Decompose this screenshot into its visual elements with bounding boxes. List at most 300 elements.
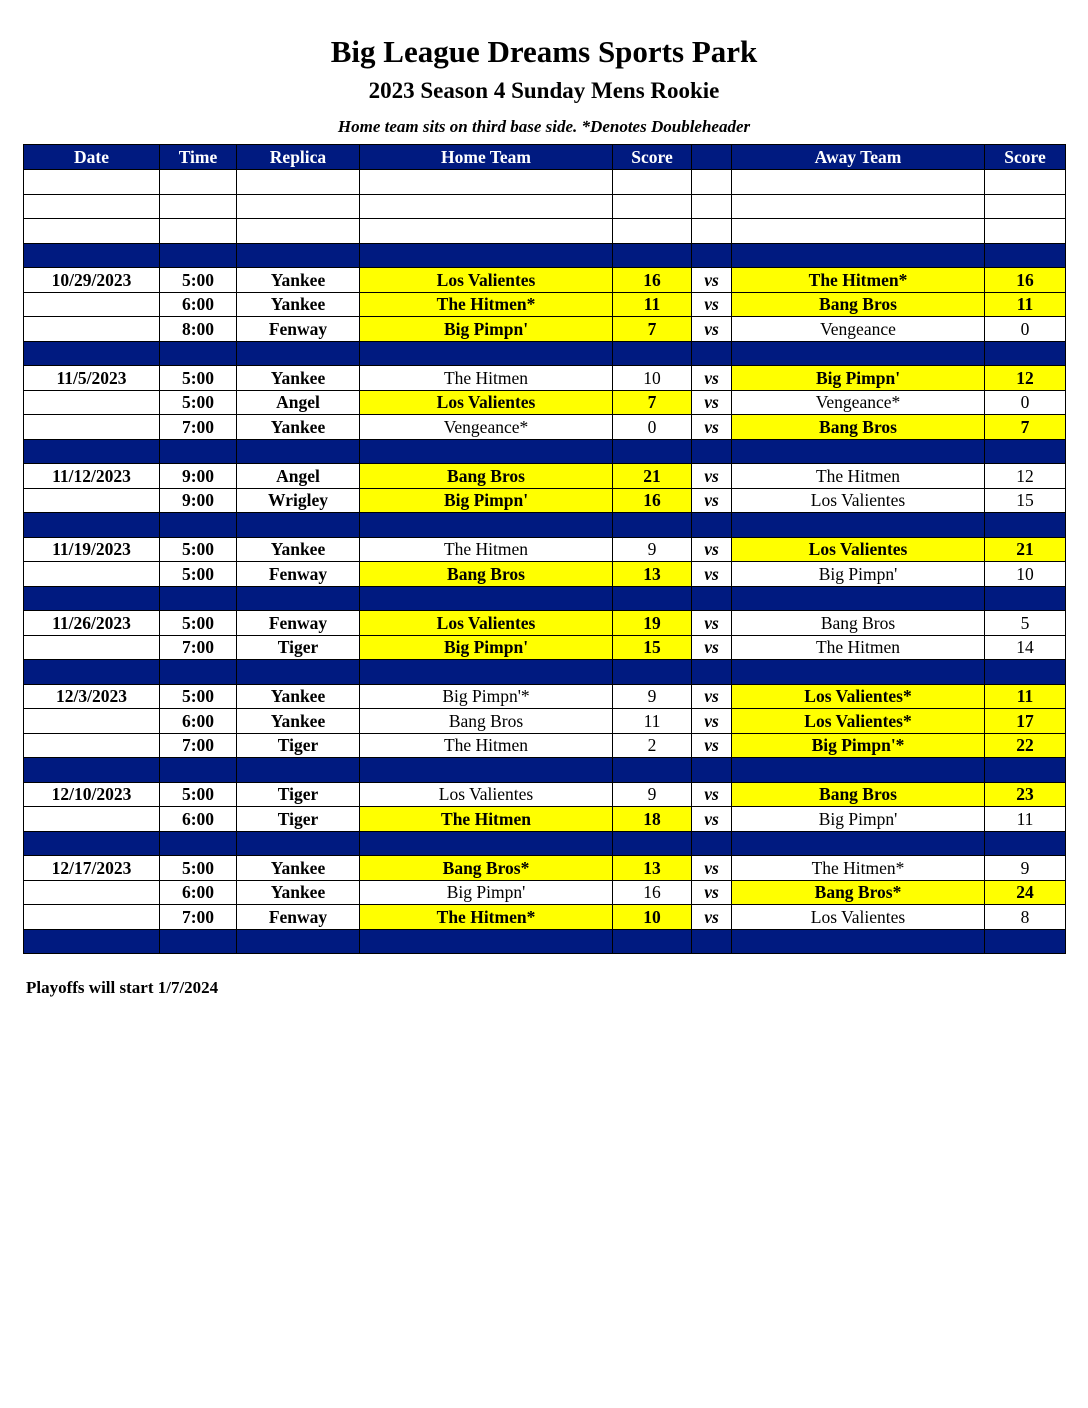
game-row	[24, 464, 1066, 489]
replica-cell: Fenway	[237, 562, 360, 587]
date-cell: 12/3/2023	[24, 684, 160, 709]
replica-cell	[237, 831, 360, 856]
vs-cell: vs	[692, 611, 732, 636]
time-cell: 9:00	[160, 488, 237, 513]
vs-cell	[692, 513, 732, 538]
away-team-cell: The Hitmen	[732, 635, 985, 660]
blank-row	[24, 194, 1066, 219]
vs-cell: vs	[692, 488, 732, 513]
replica-cell: Yankee	[237, 537, 360, 562]
date-cell	[24, 562, 160, 587]
date-cell	[24, 905, 160, 930]
game-row	[24, 635, 1066, 660]
away-team-cell	[732, 341, 985, 366]
away-score-cell	[985, 513, 1066, 538]
replica-cell: Angel	[237, 390, 360, 415]
away-score-cell: 12	[985, 464, 1066, 489]
time-cell	[160, 586, 237, 611]
home-team-cell: The Hitmen	[360, 807, 613, 832]
header-home-team: Home Team	[360, 145, 613, 170]
game-row	[24, 733, 1066, 758]
away-team-cell: The Hitmen*	[732, 856, 985, 881]
replica-cell	[237, 513, 360, 538]
away-team-cell: Bang Bros	[732, 292, 985, 317]
home-score-cell: 7	[613, 317, 692, 342]
game-row	[24, 709, 1066, 734]
time-cell: 5:00	[160, 856, 237, 881]
time-cell	[160, 341, 237, 366]
away-team-cell: Bang Bros	[732, 611, 985, 636]
date-cell	[24, 488, 160, 513]
home-score-cell: 15	[613, 635, 692, 660]
away-score-cell	[985, 831, 1066, 856]
date-cell	[24, 929, 160, 954]
vs-cell: vs	[692, 733, 732, 758]
home-score-cell: 9	[613, 684, 692, 709]
away-score-cell: 21	[985, 537, 1066, 562]
date-cell	[24, 733, 160, 758]
header-row	[24, 145, 1066, 170]
game-row	[24, 856, 1066, 881]
home-score-cell: 7	[613, 390, 692, 415]
date-cell	[24, 807, 160, 832]
replica-cell	[237, 219, 360, 244]
away-team-cell: Los Valientes	[732, 537, 985, 562]
away-score-cell: 16	[985, 268, 1066, 293]
replica-cell	[237, 929, 360, 954]
vs-cell: vs	[692, 317, 732, 342]
game-row	[24, 562, 1066, 587]
separator-row	[24, 758, 1066, 783]
vs-cell	[692, 831, 732, 856]
away-score-cell	[985, 439, 1066, 464]
home-team-cell: Big Pimpn'	[360, 635, 613, 660]
home-team-cell: Bang Bros*	[360, 856, 613, 881]
home-team-cell: The Hitmen	[360, 733, 613, 758]
header-away-score: Score	[985, 145, 1066, 170]
vs-cell	[692, 341, 732, 366]
away-score-cell: 5	[985, 611, 1066, 636]
home-team-cell: Los Valientes	[360, 782, 613, 807]
vs-cell: vs	[692, 537, 732, 562]
page-title: Big League Dreams Sports Park	[330, 34, 758, 69]
replica-cell: Yankee	[237, 415, 360, 440]
away-team-cell: Los Valientes*	[732, 709, 985, 734]
time-cell	[160, 219, 237, 244]
away-score-cell: 9	[985, 856, 1066, 881]
date-cell: 10/29/2023	[24, 268, 160, 293]
away-team-cell: Big Pimpn'*	[732, 733, 985, 758]
home-score-cell: 11	[613, 709, 692, 734]
replica-cell: Yankee	[237, 684, 360, 709]
replica-cell	[237, 194, 360, 219]
away-team-cell	[732, 758, 985, 783]
away-score-cell: 10	[985, 562, 1066, 587]
game-row	[24, 537, 1066, 562]
date-cell	[24, 880, 160, 905]
playoffs-note: Playoffs will start 1/7/2024	[26, 978, 219, 997]
home-team-cell	[360, 513, 613, 538]
vs-cell: vs	[692, 292, 732, 317]
home-team-cell: Vengeance*	[360, 415, 613, 440]
time-cell: 6:00	[160, 292, 237, 317]
date-cell	[24, 243, 160, 268]
separator-row	[24, 831, 1066, 856]
vs-cell: vs	[692, 268, 732, 293]
header-away-team: Away Team	[732, 145, 985, 170]
home-team-cell: Big Pimpn'	[360, 488, 613, 513]
away-team-cell: Los Valientes	[732, 488, 985, 513]
home-score-cell	[613, 831, 692, 856]
away-score-cell	[985, 586, 1066, 611]
date-cell: 11/19/2023	[24, 537, 160, 562]
home-score-cell	[613, 586, 692, 611]
game-row	[24, 905, 1066, 930]
game-row	[24, 782, 1066, 807]
home-team-cell	[360, 341, 613, 366]
replica-cell: Wrigley	[237, 488, 360, 513]
home-team-cell: Los Valientes	[360, 611, 613, 636]
separator-row	[24, 243, 1066, 268]
away-score-cell: 15	[985, 488, 1066, 513]
time-cell: 7:00	[160, 415, 237, 440]
time-cell: 5:00	[160, 684, 237, 709]
home-team-cell	[360, 929, 613, 954]
away-score-cell: 11	[985, 807, 1066, 832]
home-score-cell	[613, 243, 692, 268]
home-team-cell	[360, 831, 613, 856]
date-cell: 11/26/2023	[24, 611, 160, 636]
game-row	[24, 268, 1066, 293]
home-score-cell: 16	[613, 880, 692, 905]
replica-cell: Yankee	[237, 366, 360, 391]
away-score-cell	[985, 660, 1066, 685]
game-row	[24, 488, 1066, 513]
away-team-cell: Los Valientes	[732, 905, 985, 930]
vs-cell	[692, 660, 732, 685]
vs-cell	[692, 194, 732, 219]
game-row	[24, 611, 1066, 636]
date-cell	[24, 415, 160, 440]
time-cell: 6:00	[160, 807, 237, 832]
date-cell: 11/12/2023	[24, 464, 160, 489]
home-team-cell: The Hitmen*	[360, 905, 613, 930]
vs-cell: vs	[692, 415, 732, 440]
replica-cell: Yankee	[237, 268, 360, 293]
game-row	[24, 684, 1066, 709]
away-team-cell	[732, 170, 985, 195]
home-team-cell	[360, 758, 613, 783]
home-team-cell: The Hitmen	[360, 366, 613, 391]
time-cell	[160, 243, 237, 268]
date-cell: 12/10/2023	[24, 782, 160, 807]
vs-cell: vs	[692, 366, 732, 391]
away-team-cell: Vengeance	[732, 317, 985, 342]
game-row	[24, 415, 1066, 440]
time-cell: 5:00	[160, 782, 237, 807]
home-team-cell: Los Valientes	[360, 390, 613, 415]
replica-cell	[237, 758, 360, 783]
replica-cell: Yankee	[237, 292, 360, 317]
home-team-cell	[360, 170, 613, 195]
game-row	[24, 390, 1066, 415]
away-score-cell: 22	[985, 733, 1066, 758]
home-team-cell	[360, 439, 613, 464]
home-team-cell: Big Pimpn'*	[360, 684, 613, 709]
vs-cell	[692, 439, 732, 464]
away-team-cell	[732, 439, 985, 464]
date-cell	[24, 194, 160, 219]
time-cell: 5:00	[160, 366, 237, 391]
away-team-cell: Bang Bros	[732, 415, 985, 440]
replica-cell: Tiger	[237, 807, 360, 832]
home-score-cell: 13	[613, 562, 692, 587]
time-cell	[160, 660, 237, 685]
separator-row	[24, 660, 1066, 685]
home-score-cell: 2	[613, 733, 692, 758]
home-score-cell: 21	[613, 464, 692, 489]
time-cell: 8:00	[160, 317, 237, 342]
replica-cell	[237, 439, 360, 464]
away-team-cell: Bang Bros*	[732, 880, 985, 905]
date-cell	[24, 439, 160, 464]
replica-cell: Fenway	[237, 317, 360, 342]
vs-cell: vs	[692, 880, 732, 905]
game-row	[24, 807, 1066, 832]
vs-cell	[692, 758, 732, 783]
away-team-cell	[732, 660, 985, 685]
away-team-cell: Big Pimpn'	[732, 807, 985, 832]
vs-cell: vs	[692, 684, 732, 709]
away-score-cell	[985, 219, 1066, 244]
header-home-score: Score	[613, 145, 692, 170]
separator-row	[24, 513, 1066, 538]
home-score-cell: 18	[613, 807, 692, 832]
vs-cell: vs	[692, 562, 732, 587]
home-team-cell	[360, 660, 613, 685]
game-row	[24, 880, 1066, 905]
date-cell	[24, 660, 160, 685]
home-score-cell	[613, 660, 692, 685]
away-team-cell: Bang Bros	[732, 782, 985, 807]
home-team-cell	[360, 219, 613, 244]
replica-cell	[237, 586, 360, 611]
home-score-cell: 9	[613, 782, 692, 807]
home-score-cell	[613, 758, 692, 783]
home-team-cell	[360, 586, 613, 611]
away-score-cell: 23	[985, 782, 1066, 807]
time-cell: 5:00	[160, 537, 237, 562]
away-score-cell: 12	[985, 366, 1066, 391]
away-team-cell	[732, 513, 985, 538]
away-team-cell: The Hitmen	[732, 464, 985, 489]
away-score-cell	[985, 170, 1066, 195]
separator-row	[24, 586, 1066, 611]
home-score-cell	[613, 439, 692, 464]
separator-row	[24, 341, 1066, 366]
doubleheader-note: Home team sits on third base side. *Denotes Doubleheader	[337, 117, 751, 136]
header-time: Time	[160, 145, 237, 170]
separator-row	[24, 439, 1066, 464]
blank-row	[24, 170, 1066, 195]
header-date: Date	[24, 145, 160, 170]
away-score-cell	[985, 758, 1066, 783]
away-team-cell: Los Valientes*	[732, 684, 985, 709]
away-team-cell: The Hitmen*	[732, 268, 985, 293]
time-cell	[160, 439, 237, 464]
away-score-cell: 14	[985, 635, 1066, 660]
home-team-cell	[360, 243, 613, 268]
vs-cell: vs	[692, 464, 732, 489]
date-cell	[24, 341, 160, 366]
home-score-cell: 16	[613, 488, 692, 513]
home-score-cell: 9	[613, 537, 692, 562]
home-score-cell	[613, 194, 692, 219]
home-score-cell: 0	[613, 415, 692, 440]
time-cell	[160, 929, 237, 954]
home-team-cell: Bang Bros	[360, 562, 613, 587]
away-score-cell: 17	[985, 709, 1066, 734]
away-score-cell: 24	[985, 880, 1066, 905]
vs-cell: vs	[692, 782, 732, 807]
replica-cell: Yankee	[237, 856, 360, 881]
date-cell	[24, 219, 160, 244]
replica-cell	[237, 243, 360, 268]
vs-cell: vs	[692, 390, 732, 415]
date-cell	[24, 586, 160, 611]
date-cell: 12/17/2023	[24, 856, 160, 881]
replica-cell	[237, 341, 360, 366]
replica-cell: Yankee	[237, 709, 360, 734]
date-cell	[24, 758, 160, 783]
separator-row	[24, 929, 1066, 954]
away-team-cell: Vengeance*	[732, 390, 985, 415]
away-score-cell: 11	[985, 292, 1066, 317]
header-vs	[692, 145, 732, 170]
time-cell: 5:00	[160, 611, 237, 636]
vs-cell	[692, 170, 732, 195]
time-cell	[160, 758, 237, 783]
blank-row	[24, 219, 1066, 244]
time-cell	[160, 170, 237, 195]
home-score-cell	[613, 219, 692, 244]
time-cell: 7:00	[160, 733, 237, 758]
date-cell	[24, 317, 160, 342]
away-score-cell: 7	[985, 415, 1066, 440]
home-score-cell: 10	[613, 366, 692, 391]
time-cell	[160, 194, 237, 219]
home-team-cell: The Hitmen	[360, 537, 613, 562]
away-score-cell: 11	[985, 684, 1066, 709]
away-team-cell	[732, 831, 985, 856]
date-cell	[24, 709, 160, 734]
date-cell	[24, 831, 160, 856]
game-row	[24, 317, 1066, 342]
home-team-cell: Bang Bros	[360, 464, 613, 489]
replica-cell	[237, 660, 360, 685]
vs-cell	[692, 243, 732, 268]
vs-cell: vs	[692, 635, 732, 660]
time-cell: 6:00	[160, 709, 237, 734]
home-score-cell: 19	[613, 611, 692, 636]
replica-cell: Fenway	[237, 611, 360, 636]
home-score-cell: 10	[613, 905, 692, 930]
home-score-cell: 13	[613, 856, 692, 881]
vs-cell: vs	[692, 807, 732, 832]
time-cell: 5:00	[160, 390, 237, 415]
replica-cell: Tiger	[237, 782, 360, 807]
time-cell: 5:00	[160, 268, 237, 293]
home-score-cell	[613, 170, 692, 195]
away-team-cell: Big Pimpn'	[732, 366, 985, 391]
vs-cell	[692, 929, 732, 954]
home-score-cell	[613, 513, 692, 538]
replica-cell: Tiger	[237, 635, 360, 660]
replica-cell: Yankee	[237, 880, 360, 905]
home-score-cell	[613, 341, 692, 366]
time-cell	[160, 513, 237, 538]
replica-cell	[237, 170, 360, 195]
time-cell: 5:00	[160, 562, 237, 587]
away-score-cell	[985, 194, 1066, 219]
home-score-cell: 16	[613, 268, 692, 293]
vs-cell: vs	[692, 856, 732, 881]
replica-cell: Tiger	[237, 733, 360, 758]
home-team-cell: Los Valientes	[360, 268, 613, 293]
page-subtitle: 2023 Season 4 Sunday Mens Rookie	[368, 78, 720, 103]
date-cell	[24, 513, 160, 538]
replica-cell: Fenway	[237, 905, 360, 930]
game-row	[24, 366, 1066, 391]
date-cell	[24, 635, 160, 660]
home-team-cell: Bang Bros	[360, 709, 613, 734]
time-cell: 7:00	[160, 905, 237, 930]
away-score-cell: 8	[985, 905, 1066, 930]
header-replica: Replica	[237, 145, 360, 170]
home-team-cell	[360, 194, 613, 219]
home-score-cell	[613, 929, 692, 954]
away-team-cell	[732, 219, 985, 244]
time-cell: 7:00	[160, 635, 237, 660]
away-score-cell: 0	[985, 317, 1066, 342]
replica-cell: Angel	[237, 464, 360, 489]
time-cell	[160, 831, 237, 856]
home-team-cell: Big Pimpn'	[360, 317, 613, 342]
away-team-cell	[732, 929, 985, 954]
home-score-cell: 11	[613, 292, 692, 317]
away-score-cell	[985, 341, 1066, 366]
away-score-cell: 0	[985, 390, 1066, 415]
away-score-cell	[985, 243, 1066, 268]
away-team-cell	[732, 586, 985, 611]
time-cell: 6:00	[160, 880, 237, 905]
home-team-cell: Big Pimpn'	[360, 880, 613, 905]
schedule-body	[24, 170, 1066, 954]
date-cell	[24, 170, 160, 195]
date-cell: 11/5/2023	[24, 366, 160, 391]
home-team-cell: The Hitmen*	[360, 292, 613, 317]
away-team-cell: Big Pimpn'	[732, 562, 985, 587]
time-cell: 9:00	[160, 464, 237, 489]
vs-cell	[692, 219, 732, 244]
vs-cell	[692, 586, 732, 611]
away-team-cell	[732, 194, 985, 219]
date-cell	[24, 390, 160, 415]
away-team-cell	[732, 243, 985, 268]
game-row	[24, 292, 1066, 317]
schedule-table	[23, 144, 1066, 954]
vs-cell: vs	[692, 709, 732, 734]
